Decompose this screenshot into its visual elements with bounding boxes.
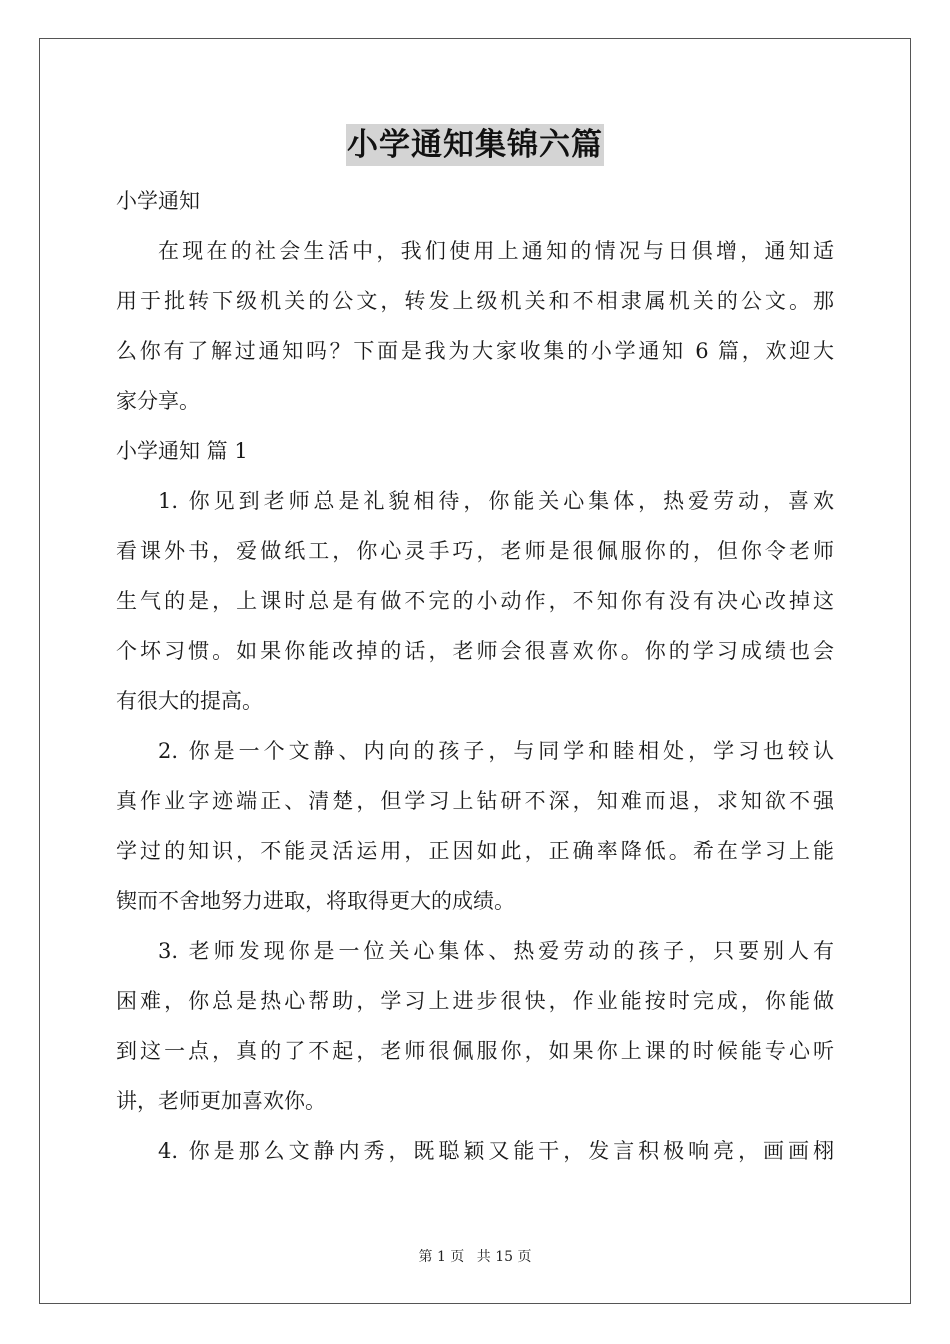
text-line: 小学通知 篇 1 [116, 439, 248, 463]
text-line: 讲，老师更加喜欢你。 [116, 1089, 326, 1113]
text-line: 1. 你见到老师总是礼貌相待，你能关心集体，热爱劳动，喜欢 [158, 489, 834, 513]
text-line: 学过的知识，不能灵活运用，正因如此，正确率降低。希在学习上能 [116, 839, 834, 863]
text-line: 到这一点，真的了不起，老师很佩服你，如果你上课的时候能专心听 [116, 1039, 834, 1063]
text-line: 家分享。 [116, 389, 200, 413]
text-line: 2. 你是一个文静、内向的孩子，与同学和睦相处，学习也较认 [158, 739, 834, 763]
text-line: 生气的是，上课时总是有做不完的小动作，不知你有没有决心改掉这 [116, 589, 834, 613]
text-line: 锲而不舍地努力进取，将取得更大的成绩。 [116, 889, 515, 913]
document-body [116, 176, 834, 1176]
text-line: 用于批转下级机关的公文，转发上级机关和不相隶属机关的公文。那 [116, 289, 834, 313]
text-line: 真作业字迹端正、清楚，但学习上钻研不深，知难而退，求知欲不强 [116, 789, 834, 813]
text-line: 么你有了解过通知吗？下面是我为大家收集的小学通知 6 篇，欢迎大 [116, 339, 834, 363]
text-line: 个坏习惯。如果你能改掉的话，老师会很喜欢你。你的学习成绩也会 [116, 639, 834, 663]
page-footer [0, 1246, 950, 1266]
text-line: 困难，你总是热心帮助，学习上进步很快，作业能按时完成，你能做 [116, 989, 834, 1013]
text-line: 3. 老师发现你是一位关心集体、热爱劳动的孩子，只要别人有 [158, 939, 834, 963]
text-line: 小学通知 [116, 189, 200, 213]
page-number-total: 共 15 页 [476, 1249, 532, 1265]
text-line: 有很大的提高。 [116, 689, 263, 713]
document-title: 小学通知集锦六篇 [346, 124, 604, 166]
text-line: 看课外书，爱做纸工，你心灵手巧，老师是很佩服你的，但你令老师 [116, 539, 834, 563]
title-container [0, 124, 950, 166]
text-line: 在现在的社会生活中，我们使用上通知的情况与日俱增，通知适 [158, 239, 834, 263]
text-line: 4. 你是那么文静内秀，既聪颖又能干，发言积极响亮，画画栩 [158, 1139, 834, 1163]
page-number-current: 第 1 页 [418, 1249, 465, 1265]
